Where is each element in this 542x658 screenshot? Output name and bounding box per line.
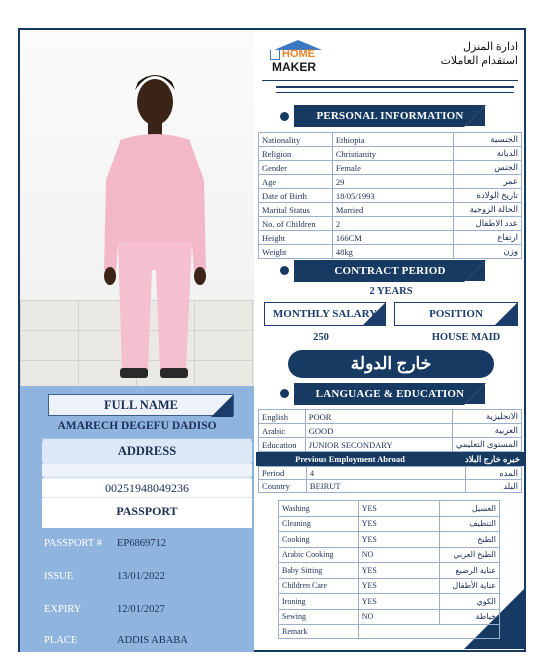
row-label: No. of Children bbox=[259, 217, 333, 231]
row-label-arabic: الحالة الزوجية bbox=[454, 203, 522, 217]
row-label-arabic: الجنس bbox=[454, 161, 522, 175]
position-box: POSITION bbox=[394, 302, 518, 326]
monthly-salary-box: MONTHLY SALARY bbox=[264, 302, 386, 326]
table-row bbox=[259, 438, 522, 452]
doc-label: PLACE bbox=[44, 634, 78, 646]
row-label: Period bbox=[259, 467, 307, 480]
right-panel bbox=[256, 30, 526, 652]
doc-value: 12/01/2027 bbox=[117, 603, 165, 615]
corner-triangle-icon bbox=[211, 395, 233, 417]
row-value: YES bbox=[358, 501, 439, 517]
doc-label: EXPIRY bbox=[44, 603, 82, 615]
row-value: 29 bbox=[332, 175, 453, 189]
row-label-arabic: عناية الرضيع bbox=[440, 563, 500, 579]
row-value: YES bbox=[358, 516, 439, 532]
row-value: Ethiopia bbox=[332, 133, 453, 147]
row-label-arabic: ارتفاع bbox=[454, 231, 522, 245]
table-row bbox=[259, 245, 522, 259]
full-name-value: AMARECH DEGEFU DADISO bbox=[57, 420, 217, 432]
candidate-photo bbox=[20, 30, 254, 386]
row-label: Country bbox=[259, 480, 307, 493]
arabic-title-line-1: ادارة المنزل bbox=[463, 41, 518, 53]
passport-title: PASSPORT bbox=[116, 504, 178, 518]
remark-value bbox=[358, 625, 499, 639]
table-row bbox=[259, 161, 522, 175]
address-line-1 bbox=[42, 464, 252, 476]
row-value: Married bbox=[332, 203, 453, 217]
row-value: JUNIOR SECONDARY bbox=[305, 438, 452, 452]
full-name-title: FULL NAME bbox=[48, 394, 234, 416]
phone-number: 00251948049236 bbox=[42, 479, 252, 497]
header-rule bbox=[262, 80, 518, 81]
table-row bbox=[259, 147, 522, 161]
row-label: Baby Sitting bbox=[279, 563, 359, 579]
table-row bbox=[279, 547, 500, 563]
row-label: Cleaning bbox=[279, 516, 359, 532]
address-title: ADDRESS bbox=[42, 442, 252, 462]
row-value: YES bbox=[358, 578, 439, 594]
table-row bbox=[259, 467, 522, 480]
row-value: NO bbox=[358, 547, 439, 563]
row-label-arabic: الديانة bbox=[454, 147, 522, 161]
table-row bbox=[259, 189, 522, 203]
row-label: Religion bbox=[259, 147, 333, 161]
row-label-arabic: المستوى التعليمي bbox=[452, 438, 521, 452]
header-rule bbox=[276, 92, 514, 93]
row-value: YES bbox=[358, 563, 439, 579]
row-label: Date of Birth bbox=[259, 189, 333, 203]
row-label: Height bbox=[259, 231, 333, 245]
remark-label: Remark bbox=[279, 625, 359, 639]
row-value: BEIRUT bbox=[306, 480, 465, 493]
left-panel bbox=[20, 30, 254, 652]
table-row bbox=[279, 532, 500, 548]
row-label-arabic: الطبخ bbox=[440, 532, 500, 548]
row-value: POOR bbox=[305, 410, 452, 424]
doc-row-passport bbox=[44, 528, 254, 558]
skills-table bbox=[278, 500, 500, 639]
corner-triangle-icon bbox=[363, 303, 385, 325]
house-outline-icon bbox=[270, 50, 280, 60]
row-label: Washing bbox=[279, 501, 359, 517]
doc-row-expiry bbox=[44, 594, 254, 624]
contract-period-band: CONTRACT PERIOD bbox=[294, 260, 486, 282]
table-row bbox=[279, 609, 500, 625]
doc-value: 13/01/2022 bbox=[117, 570, 165, 582]
row-label-arabic: البلد bbox=[466, 480, 522, 493]
row-label-arabic: العربية bbox=[452, 424, 521, 438]
doc-row-place bbox=[44, 625, 254, 655]
row-value: Female bbox=[332, 161, 453, 175]
language-education-band: LANGUAGE & EDUCATION bbox=[294, 383, 486, 405]
row-value: YES bbox=[358, 594, 439, 610]
row-label-arabic: المده bbox=[466, 467, 522, 480]
row-label-arabic: الكوي bbox=[440, 594, 500, 610]
corner-triangle-icon bbox=[495, 303, 517, 325]
row-label-arabic: الجنسية bbox=[454, 133, 522, 147]
row-value: 166CM bbox=[332, 231, 453, 245]
table-row bbox=[259, 133, 522, 147]
row-label: Nationality bbox=[259, 133, 333, 147]
table-row bbox=[259, 217, 522, 231]
row-value: YES bbox=[358, 532, 439, 548]
remark-row bbox=[279, 625, 500, 639]
doc-row-issue bbox=[44, 561, 254, 591]
row-label-arabic: خياطة bbox=[440, 609, 500, 625]
table-row bbox=[259, 231, 522, 245]
language-table bbox=[258, 409, 522, 452]
person-figure bbox=[20, 30, 254, 386]
table-row bbox=[259, 410, 522, 424]
row-label: Sewing bbox=[279, 609, 359, 625]
table-row bbox=[279, 563, 500, 579]
row-label-arabic: وزن bbox=[454, 245, 522, 259]
row-label-arabic: تاريخ الولادة bbox=[454, 189, 522, 203]
doc-value: ADDIS ABABA bbox=[117, 634, 188, 646]
row-value: 18/05/1993 bbox=[332, 189, 453, 203]
doc-label: ISSUE bbox=[44, 570, 74, 582]
doc-value: EP6869712 bbox=[117, 537, 167, 549]
row-label: Arabic Cooking bbox=[279, 547, 359, 563]
table-row bbox=[279, 594, 500, 610]
personal-info-table bbox=[258, 132, 522, 259]
header-rule bbox=[276, 86, 514, 88]
row-value: NO bbox=[358, 609, 439, 625]
row-label: Age bbox=[259, 175, 333, 189]
home-maker-logo bbox=[266, 38, 326, 82]
row-label: Gender bbox=[259, 161, 333, 175]
logo-home-text: HOME bbox=[282, 48, 315, 60]
previous-employment-header: Previous Employment Abroad خبره خارج البلاد bbox=[256, 452, 524, 466]
salary-value: 250 bbox=[313, 332, 329, 343]
row-label-arabic: عناية الأطفال bbox=[440, 578, 500, 594]
table-row bbox=[279, 501, 500, 517]
table-row bbox=[259, 175, 522, 189]
abroad-pill: خارج الدولة bbox=[288, 350, 494, 378]
table-row bbox=[279, 516, 500, 532]
row-value: 2 bbox=[332, 217, 453, 231]
row-value: Christianity bbox=[332, 147, 453, 161]
row-label-arabic: الانجليزية bbox=[452, 410, 521, 424]
row-label-arabic: عدد الاطفال bbox=[454, 217, 522, 231]
row-label-arabic: التنظيف bbox=[440, 516, 500, 532]
row-label: Weight bbox=[259, 245, 333, 259]
table-row bbox=[259, 203, 522, 217]
row-label: Education bbox=[259, 438, 306, 452]
contract-period-value: 2 YEARS bbox=[369, 286, 413, 297]
row-label: Marital Status bbox=[259, 203, 333, 217]
logo-maker-text: MAKER bbox=[272, 60, 316, 74]
row-label-arabic: الطبخ العربي bbox=[440, 547, 500, 563]
table-row bbox=[259, 424, 522, 438]
row-label: English bbox=[259, 410, 306, 424]
arabic-title-line-2: استقدام العاملات bbox=[440, 55, 518, 67]
row-label-arabic: الغسيل bbox=[440, 501, 500, 517]
bullet-dot-icon bbox=[280, 112, 289, 121]
row-value: 48kg bbox=[332, 245, 453, 259]
agency-arabic-title bbox=[441, 40, 518, 68]
doc-label: PASSPORT # bbox=[44, 537, 103, 549]
bullet-dot-icon bbox=[280, 266, 289, 275]
row-label: Children Care bbox=[279, 578, 359, 594]
personal-info-band: PERSONAL INFORMATION bbox=[294, 105, 486, 127]
row-label: Cooking bbox=[279, 532, 359, 548]
row-label: Ironing bbox=[279, 594, 359, 610]
row-value: GOOD bbox=[305, 424, 452, 438]
row-label-arabic: عمر bbox=[454, 175, 522, 189]
bullet-dot-icon bbox=[280, 389, 289, 398]
table-row bbox=[279, 578, 500, 594]
row-label: Arabic bbox=[259, 424, 306, 438]
row-value: 4 bbox=[306, 467, 465, 480]
position-value: HOUSE MAID bbox=[431, 332, 501, 343]
